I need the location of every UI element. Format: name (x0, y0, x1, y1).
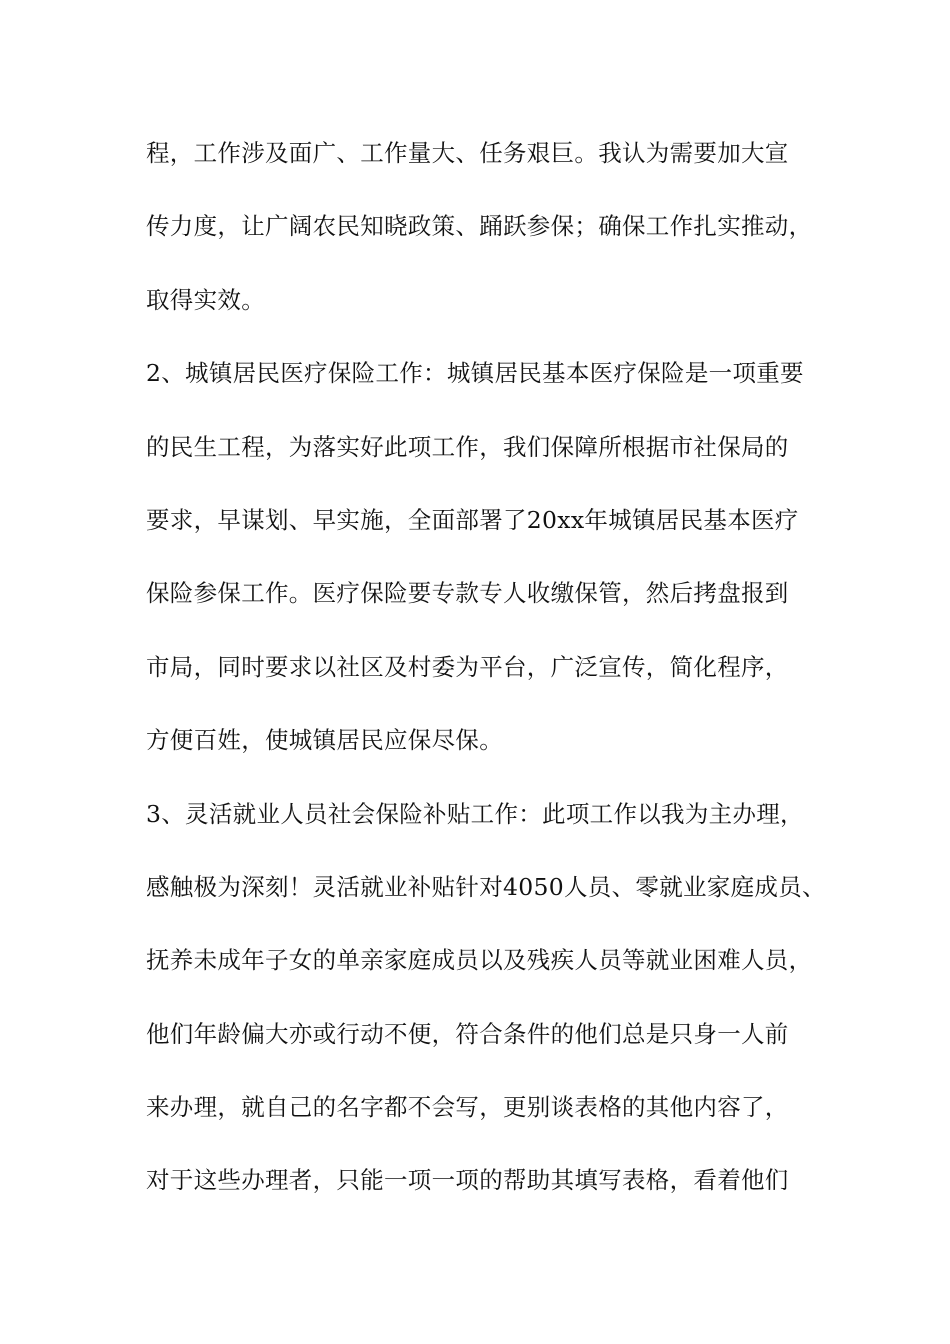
text-line: 保险参保工作。医疗保险要专款专人收缴保管，然后拷盘报到 (146, 579, 789, 608)
text-line: 市局，同时要求以社区及村委为平台，广泛宣传，简化程序， (146, 652, 789, 681)
text-line: 感触极为深刻！灵活就业补贴针对4050人员、零就业家庭成员、 (146, 872, 826, 901)
text-line: 传力度，让广阔农民知晓政策、踊跃参保；确保工作扎实推动， (146, 212, 813, 241)
text-line: 取得实效。 (146, 285, 265, 314)
text-line: 他们年龄偏大亦或行动不便，符合条件的他们总是只身一人前 (146, 1019, 789, 1048)
body-text (146, 128, 826, 1229)
text-line: 对于这些办理者，只能一项一项的帮助其填写表格，看着他们 (146, 1166, 789, 1195)
text-line: 要求，早谋划、早实施，全面部署了20xx年城镇居民基本医疗 (146, 505, 799, 534)
text-line: 的民生工程，为落实好此项工作，我们保障所根据市社保局的 (146, 432, 789, 461)
text-line: 2、城镇居民医疗保险工作：城镇居民基本医疗保险是一项重要 (146, 359, 804, 388)
text-line: 抚养未成年子女的单亲家庭成员以及残疾人员等就业困难人员， (146, 946, 813, 975)
text-line: 3、灵活就业人员社会保险补贴工作：此项工作以我为主办理， (146, 799, 804, 828)
text-line: 程，工作涉及面广、工作量大、任务艰巨。我认为需要加大宣 (146, 139, 789, 167)
text-line: 方便百姓，使城镇居民应保尽保。 (146, 726, 503, 755)
text-line: 来办理，就自己的名字都不会写，更别谈表格的其他内容了， (146, 1093, 789, 1122)
